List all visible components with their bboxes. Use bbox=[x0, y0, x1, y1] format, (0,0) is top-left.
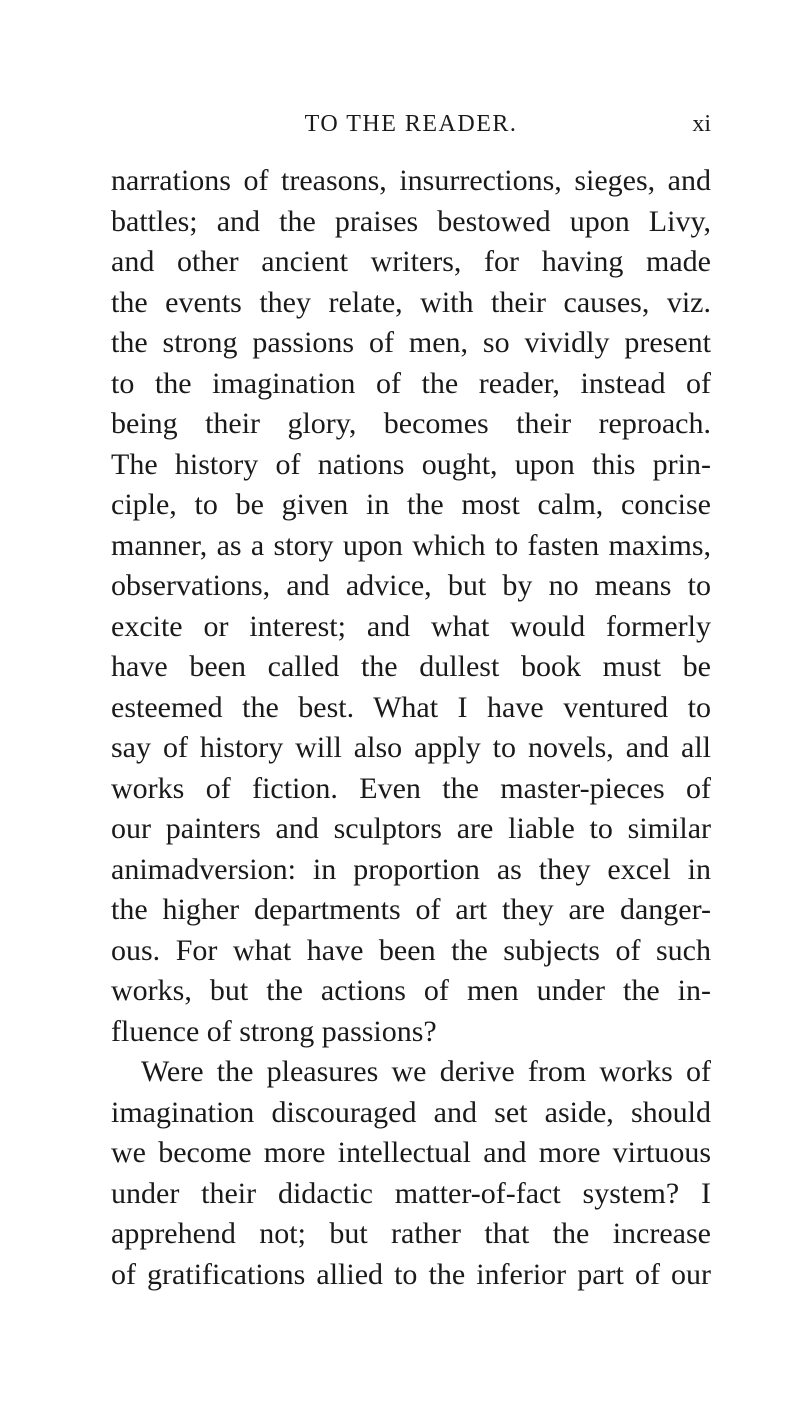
text-line: we become more intellectual and more virtuous bbox=[111, 1136, 711, 1169]
text-line: ous. For what have been the subjects of such bbox=[111, 933, 711, 967]
body-text bbox=[111, 161, 711, 1295]
text-line: say of history will also apply to novels, and all bbox=[111, 731, 711, 764]
text-line: ciple, to be given in the most calm, concise bbox=[111, 488, 711, 521]
text-line: excite or interest; and what would formerly bbox=[111, 609, 711, 643]
page-number: xi bbox=[692, 111, 711, 137]
text-line: works of fiction. Even the master-pieces of bbox=[111, 771, 711, 805]
text-line: under their didactic matter-of-fact system? I bbox=[111, 1176, 711, 1210]
text-line: our painters and sculptors are liable to similar bbox=[111, 812, 711, 845]
text-line: apprehend not; but rather that the increase bbox=[111, 1217, 711, 1250]
text-line: of gratifications allied to the inferior part of our bbox=[111, 1257, 711, 1291]
text-line: have been called the dullest book must be bbox=[111, 650, 711, 683]
paragraph-start-line: Were the pleasures we derive from works of bbox=[141, 1055, 711, 1088]
text-line: imagination discouraged and set aside, should bbox=[111, 1095, 711, 1129]
text-line: animadversion: in proportion as they excel in bbox=[111, 852, 711, 886]
text-line: The history of nations ought, upon this prin- bbox=[111, 447, 711, 481]
text-line: narrations of treasons, insurrections, sieges, and bbox=[111, 164, 711, 197]
text-line: esteemed the best. What I have ventured to bbox=[111, 690, 711, 724]
text-line: observations, and advice, but by no means to bbox=[111, 569, 711, 602]
text-line: battles; and the praises bestowed upon Livy, bbox=[111, 204, 711, 238]
text-line: the events they relate, with their causes, viz. bbox=[111, 285, 711, 319]
paragraph-end-line: fluence of strong passions? bbox=[111, 1014, 437, 1048]
text-line: the higher departments of art they are danger- bbox=[111, 893, 711, 926]
text-line: and other ancient writers, for having made bbox=[111, 245, 711, 278]
text-line: manner, as a story upon which to fasten maxims, bbox=[111, 528, 711, 562]
text-line: the strong passions of men, so vividly present bbox=[111, 326, 711, 359]
running-head bbox=[111, 104, 711, 144]
text-line: works, but the actions of men under the in- bbox=[111, 974, 711, 1007]
running-title: TO THE READER. bbox=[304, 111, 518, 137]
text-line: to the imagination of the reader, instead of bbox=[111, 366, 711, 400]
text-line: being their glory, becomes their reproach. bbox=[111, 407, 711, 440]
